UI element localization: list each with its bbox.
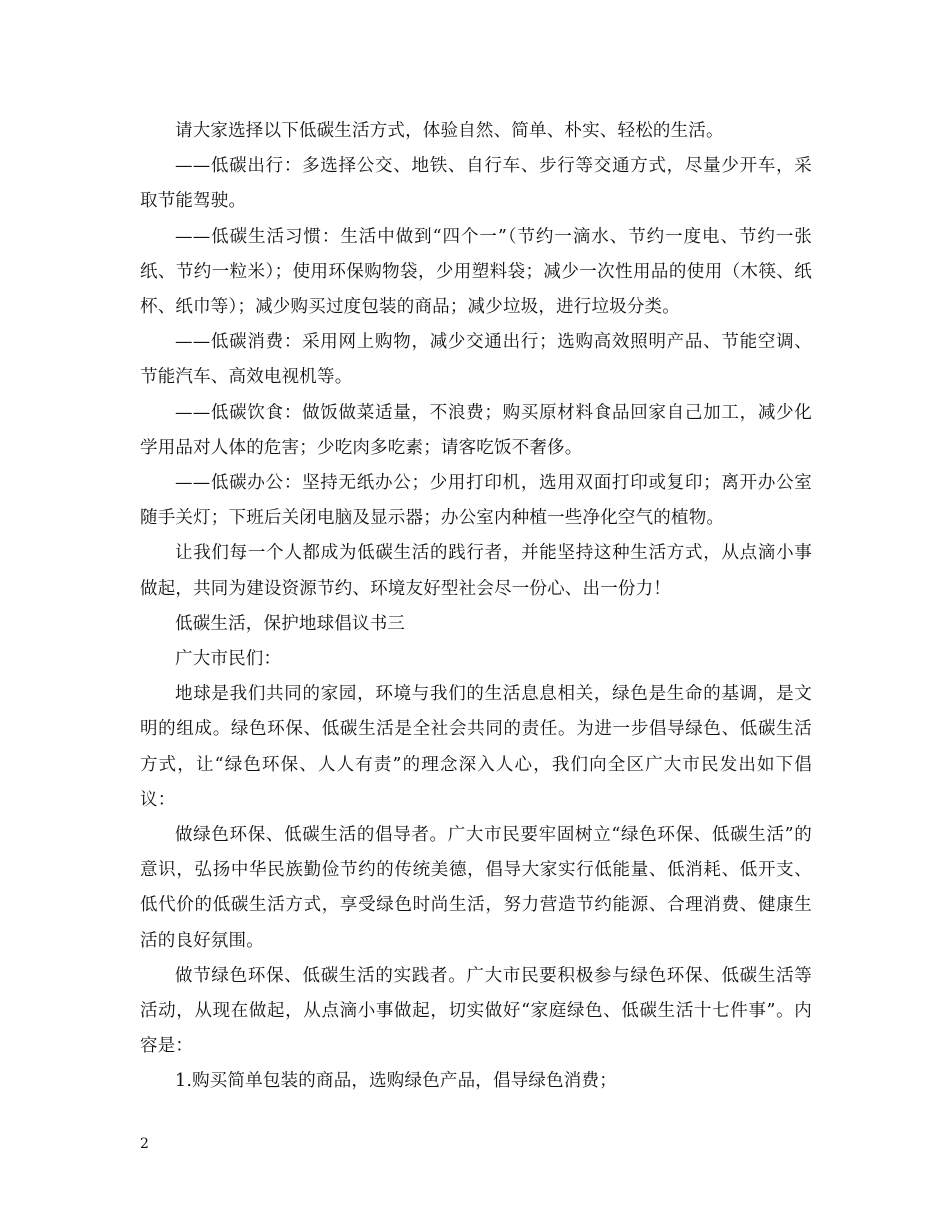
- paragraph-practitioner: 做节绿色环保、低碳生活的实践者。广大市民要积极参与绿色环保、低碳生活等活动，从现在做起，从点滴小事做起，切实做好“家庭绿色、低碳生活十七件事”。内容是：: [140, 965, 812, 1057]
- paragraph-earth-home: 地球是我们共同的家园，环境与我们的生活息息相关，绿色是生命的基调，是文明的组成。绿色环保、低碳生活是全社会共同的责任。为进一步倡导绿色、低碳生活方式，让“绿色环保、人人有责”的理念深入人心，我们向全区广大市民发出如下倡议：: [140, 684, 812, 810]
- section-title: 低碳生活，保护地球倡议书三: [175, 613, 406, 634]
- list-item-1: 1.购买简单包装的商品，选购绿色产品，倡导绿色消费；: [175, 1071, 617, 1092]
- paragraph-call-to-action: 让我们每一个人都成为低碳生活的践行者，并能坚持这种生活方式，从点滴小事做起，共同为建设资源节约、环境友好型社会尽一份心、出一份力！: [140, 543, 812, 599]
- page-number: 2: [140, 1136, 149, 1152]
- paragraph-low-carbon-consumption: ——低碳消费：采用网上购物，减少交通出行；选购高效照明产品、节能空调、节能汽车、高效电视机等。: [140, 332, 812, 388]
- paragraph-low-carbon-habits: ——低碳生活习惯：生活中做到“四个一”（节约一滴水、节约一度电、节约一张纸、节约一粒米）；使用环保购物袋，少用塑料袋；减少一次性用品的使用（木筷、纸杯、纸巾等）；减少购买过度包装的商品；减少垃圾，进行垃圾分类。: [140, 226, 812, 318]
- paragraph-intro: 请大家选择以下低碳生活方式，体验自然、简单、朴实、轻松的生活。: [175, 121, 724, 141]
- salutation: 广大市民们：: [175, 649, 282, 670]
- paragraph-low-carbon-travel: ——低碳出行：多选择公交、地铁、自行车、步行等交通方式，尽量少开车，采取节能驾驶。: [140, 156, 812, 212]
- paragraph-low-carbon-office: ——低碳办公：坚持无纸办公；少用打印机，选用双面打印或复印；离开办公室随手关灯；下班后关闭电脑及显示器；办公室内种植一些净化空气的植物。: [140, 473, 812, 529]
- document-body: [140, 114, 812, 1100]
- paragraph-advocate: 做绿色环保、低碳生活的倡导者。广大市民要牢固树立“绿色环保、低碳生活”的意识，弘扬中华民族勤俭节约的传统美德，倡导大家实行低能量、低消耗、低开支、低代价的低碳生活方式，享受绿色时尚生活，努力营造节约能源、合理消费、健康生活的良好氛围。: [140, 825, 812, 951]
- paragraph-low-carbon-diet: ——低碳饮食：做饭做菜适量，不浪费；购买原材料食品回家自己加工，减少化学用品对人体的危害；少吃肉多吃素；请客吃饭不奢侈。: [140, 402, 812, 458]
